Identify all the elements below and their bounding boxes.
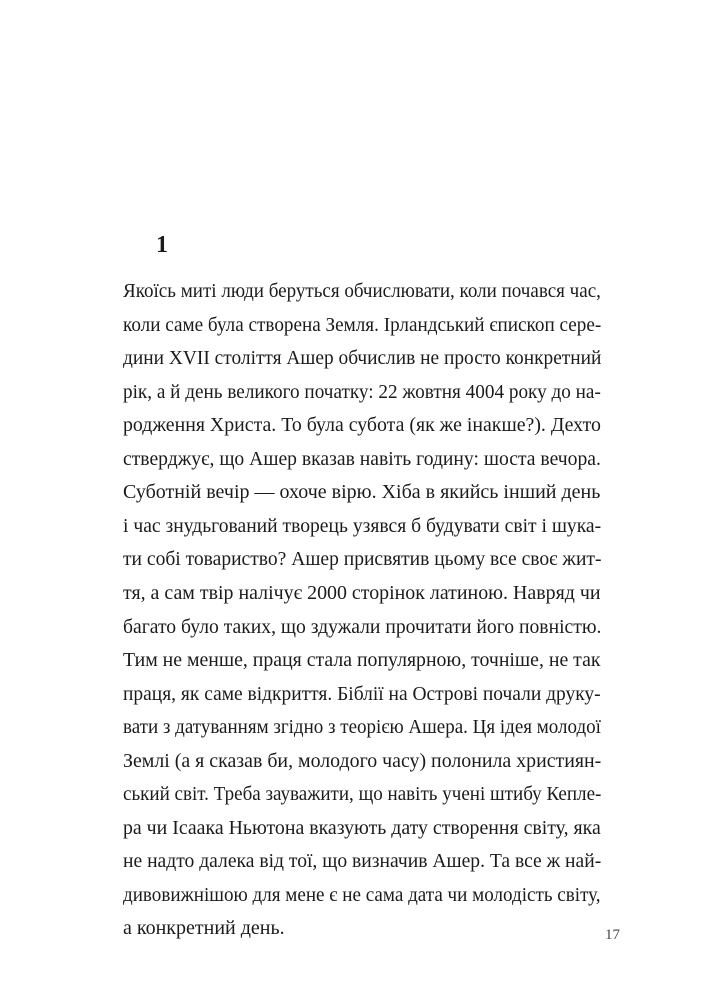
text-line: ра чи Ісаака Ньютона вказують дату створення світу, яка xyxy=(123,817,601,839)
chapter-number: 1 xyxy=(156,232,168,258)
text-line: Якоїсь миті люди беруться обчислювати, коли почався час, xyxy=(123,280,601,302)
text-line: праця, як саме відкриття. Біблії на Острові почали друку- xyxy=(123,683,601,705)
text-line: ти собі товариство? Ашер присвятив цьому все своє жит- xyxy=(123,548,602,570)
text-line: ський світ. Треба зауважити, що навіть учені штибу Кепле- xyxy=(123,783,602,805)
text-line: родження Христа. То була субота (як же інакше?). Дехто xyxy=(123,414,601,436)
text-line: стверджує, що Ашер вказав навіть годину: шоста вечора. xyxy=(123,448,601,470)
text-line: коли саме була створена Земля. Ірландський єпископ сере- xyxy=(123,314,602,336)
text-line: вати з датуванням згідно з теорією Ашера. Ця ідея молодої xyxy=(123,716,601,738)
text-line: тя, а сам твір налічує 2000 сторінок латиною. Навряд чи xyxy=(123,582,601,604)
text-line: дини XVII століття Ашер обчислив не просто конкретний xyxy=(123,347,602,369)
text-line: не надто далека від тої, що визначив Ашер. Та все ж най- xyxy=(123,850,602,872)
text-line: Землі (а я сказав би, молодого часу) полонила християн- xyxy=(123,750,602,772)
text-line: багато було таких, що здужали прочитати його повністю. xyxy=(123,616,602,638)
text-line: Тим не менше, праця стала популярною, точніше, не так xyxy=(123,649,601,671)
text-line: рік, а й день великого початку: 22 жовтня 4004 року до на- xyxy=(123,381,601,403)
text-line: і час знудьгований творець узявся б будувати світ і шука- xyxy=(123,515,602,537)
text-line: а конкретний день. xyxy=(123,917,285,939)
text-line: дивовижнішою для мене є не сама дата чи молодість світу, xyxy=(123,884,601,906)
text-line: Суботній вечір — охоче вірю. Хіба в якийсь інший день xyxy=(123,481,601,503)
page-number: 17 xyxy=(605,927,620,943)
